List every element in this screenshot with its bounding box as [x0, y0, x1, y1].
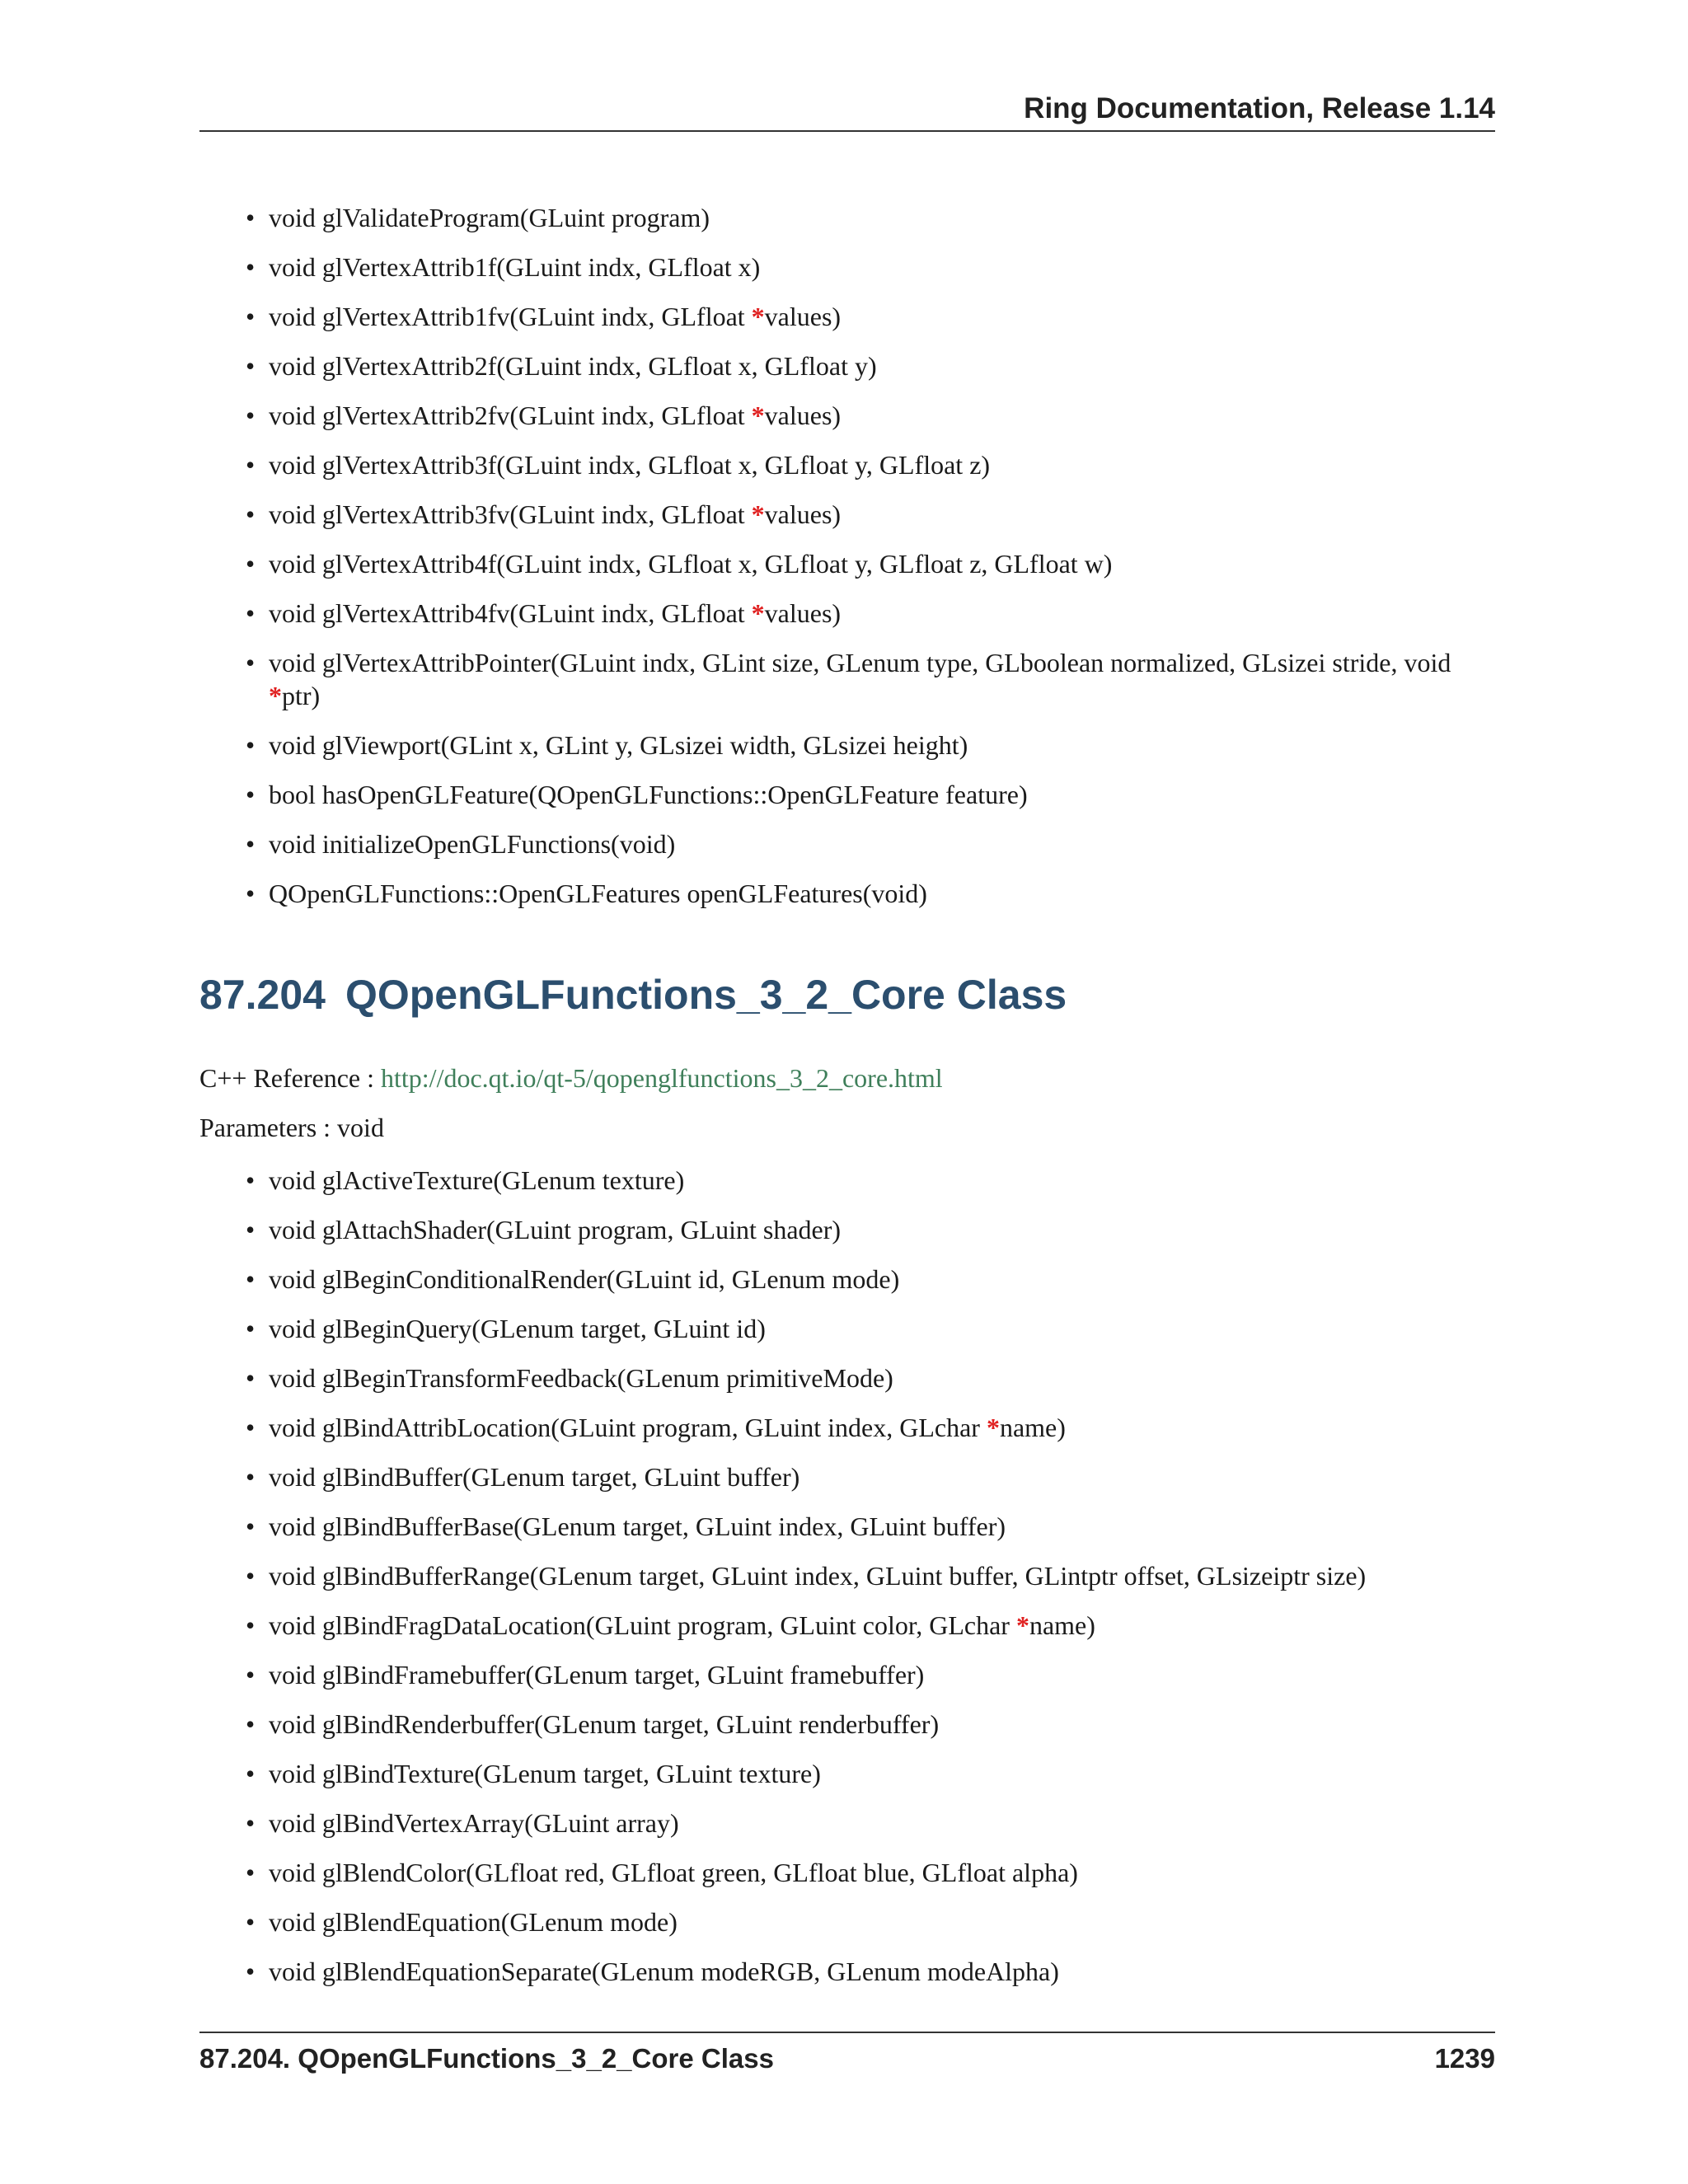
- function-signature: [199, 251, 1495, 284]
- signature-text-tail: name): [1029, 1610, 1095, 1640]
- function-signature: [199, 1856, 1495, 1889]
- page-number: 1239: [1434, 2043, 1495, 2074]
- cpp-reference-link[interactable]: http://doc.qt.io/qt-5/qopenglfunctions_3_2_core.html: [381, 1063, 943, 1093]
- function-signature: [199, 597, 1495, 630]
- function-signature: [199, 1708, 1495, 1741]
- signature-text-tail: ptr): [282, 681, 321, 710]
- function-signature: [199, 1757, 1495, 1790]
- cpp-reference-label: C++ Reference :: [199, 1063, 381, 1093]
- signature-text: bool hasOpenGLFeature(QOpenGLFunctions::OpenGLFeature feature): [269, 780, 1028, 809]
- function-signature: [199, 1312, 1495, 1345]
- function-list-previous-class: [199, 201, 1495, 926]
- page-header: [199, 89, 1495, 132]
- function-signature: [199, 646, 1495, 712]
- document-title: Ring Documentation, Release 1.14: [1024, 92, 1495, 124]
- function-signature: [199, 1213, 1495, 1246]
- signature-text: void glBindTexture(GLenum target, GLuint texture): [269, 1759, 821, 1788]
- function-signature: [199, 729, 1495, 762]
- function-signature: [199, 201, 1495, 234]
- function-signature: [199, 349, 1495, 382]
- function-signature: [199, 1559, 1495, 1592]
- signature-text: void glBlendEquationSeparate(GLenum modeRGB, GLenum modeAlpha): [269, 1957, 1059, 1986]
- signature-text: void glBeginQuery(GLenum target, GLuint id): [269, 1314, 766, 1343]
- function-signature: [199, 778, 1495, 811]
- signature-text: void glBindBufferRange(GLenum target, GLuint index, GLuint buffer, GLintptr offset, GLsizeiptr size): [269, 1561, 1367, 1591]
- signature-text: void glViewport(GLint x, GLint y, GLsizei width, GLsizei height): [269, 730, 968, 760]
- pointer-asterisk: *: [1015, 1610, 1029, 1640]
- signature-text: void glValidateProgram(GLuint program): [269, 203, 710, 232]
- function-list-3-2-core: [199, 1164, 1495, 2004]
- function-signature: [199, 1609, 1495, 1642]
- cpp-reference: [199, 1063, 943, 1094]
- signature-text: QOpenGLFunctions::OpenGLFeatures openGLFeatures(void): [269, 879, 927, 908]
- signature-text: void glVertexAttrib2f(GLuint indx, GLfloat x, GLfloat y): [269, 351, 877, 381]
- signature-text-tail: values): [764, 401, 842, 430]
- signature-text: void glBindBufferBase(GLenum target, GLuint index, GLuint buffer): [269, 1511, 1006, 1541]
- page-footer: [199, 2032, 1495, 2083]
- function-signature: [199, 547, 1495, 580]
- function-signature: [199, 1411, 1495, 1444]
- pointer-asterisk: *: [751, 302, 765, 331]
- pointer-asterisk: *: [751, 401, 765, 430]
- function-signature: [199, 300, 1495, 333]
- signature-text: void glBeginTransformFeedback(GLenum primitiveMode): [269, 1363, 893, 1393]
- signature-text: void glVertexAttribPointer(GLuint indx, GLint size, GLenum type, GLboolean normalized, GLsizei stride, void: [269, 648, 1451, 677]
- signature-text-tail: values): [764, 302, 842, 331]
- function-signature: [199, 1460, 1495, 1493]
- pointer-asterisk: *: [751, 598, 765, 628]
- section-heading: [199, 971, 1067, 1019]
- signature-text: void glBlendEquation(GLenum mode): [269, 1907, 678, 1937]
- signature-text: void glVertexAttrib4f(GLuint indx, GLfloat x, GLfloat y, GLfloat z, GLfloat w): [269, 549, 1113, 579]
- signature-text: void glVertexAttrib4fv(GLuint indx, GLfloat: [269, 598, 752, 628]
- function-signature: [199, 1263, 1495, 1296]
- function-signature: [199, 1807, 1495, 1840]
- function-signature: [199, 1510, 1495, 1543]
- function-signature: [199, 827, 1495, 860]
- function-signature: [199, 1905, 1495, 1938]
- signature-text: void glBindVertexArray(GLuint array): [269, 1808, 679, 1838]
- pointer-asterisk: *: [751, 499, 765, 529]
- signature-text-tail: values): [764, 598, 842, 628]
- signature-text: void glBeginConditionalRender(GLuint id, GLenum mode): [269, 1264, 900, 1294]
- section-title-text: QOpenGLFunctions_3_2_Core Class: [345, 972, 1067, 1018]
- signature-text: void glActiveTexture(GLenum texture): [269, 1165, 685, 1195]
- signature-text: void glVertexAttrib3f(GLuint indx, GLfloat x, GLfloat y, GLfloat z): [269, 450, 991, 480]
- signature-text: void glBindAttribLocation(GLuint program, GLuint index, GLchar: [269, 1413, 987, 1442]
- parameters-line: Parameters : void: [199, 1113, 384, 1142]
- pointer-asterisk: *: [986, 1413, 1000, 1442]
- signature-text: void glBindBuffer(GLenum target, GLuint buffer): [269, 1462, 800, 1492]
- function-signature: [199, 1658, 1495, 1691]
- function-signature: [199, 1955, 1495, 1988]
- signature-text: void glBindFragDataLocation(GLuint program, GLuint color, GLchar: [269, 1610, 1016, 1640]
- function-signature: [199, 448, 1495, 481]
- signature-text: void glVertexAttrib2fv(GLuint indx, GLfloat: [269, 401, 752, 430]
- function-signature: [199, 498, 1495, 531]
- function-signature: [199, 1361, 1495, 1394]
- signature-text: void glBlendColor(GLfloat red, GLfloat green, GLfloat blue, GLfloat alpha): [269, 1858, 1078, 1887]
- signature-text: void glVertexAttrib1f(GLuint indx, GLfloat x): [269, 252, 761, 282]
- function-signature: [199, 877, 1495, 910]
- signature-text: void glVertexAttrib3fv(GLuint indx, GLfloat: [269, 499, 752, 529]
- signature-text-tail: name): [999, 1413, 1066, 1442]
- section-number: 87.204: [199, 972, 326, 1018]
- function-signature: [199, 1164, 1495, 1197]
- signature-text: void glBindRenderbuffer(GLenum target, GLuint renderbuffer): [269, 1709, 940, 1739]
- pointer-asterisk: *: [269, 681, 282, 710]
- signature-text: void glBindFramebuffer(GLenum target, GLuint framebuffer): [269, 1660, 925, 1690]
- signature-text: void initializeOpenGLFunctions(void): [269, 829, 676, 859]
- signature-text: void glAttachShader(GLuint program, GLuint shader): [269, 1215, 842, 1244]
- function-signature: [199, 399, 1495, 432]
- signature-text-tail: values): [764, 499, 842, 529]
- footer-section-ref: 87.204. QOpenGLFunctions_3_2_Core Class: [199, 2043, 774, 2074]
- signature-text: void glVertexAttrib1fv(GLuint indx, GLfloat: [269, 302, 752, 331]
